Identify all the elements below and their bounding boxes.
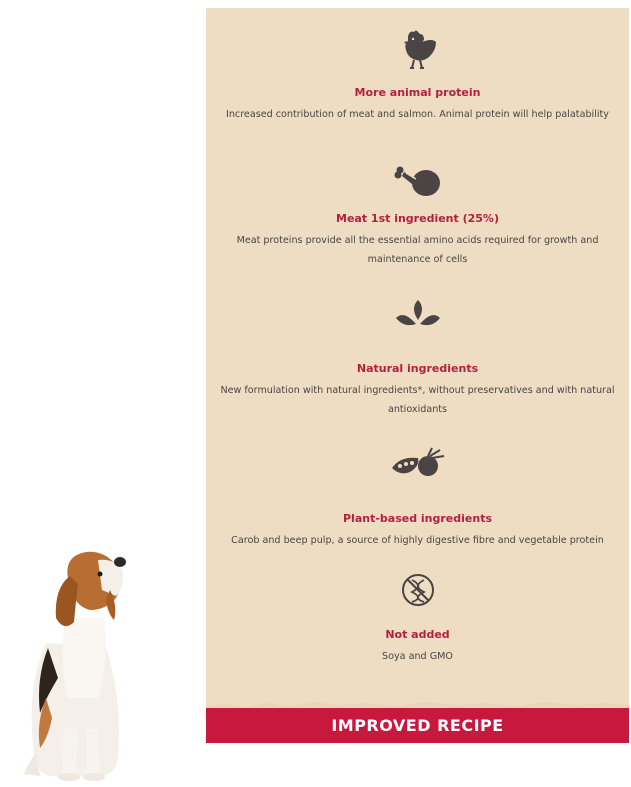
feature-description: Soya and GMO: [382, 651, 453, 662]
feature-meat-first: [206, 164, 629, 269]
feature-plant-based: [206, 446, 629, 550]
leaves-icon: [394, 298, 442, 330]
improved-recipe-banner: [206, 708, 629, 743]
banner-label: IMPROVED RECIPE: [331, 716, 504, 735]
feature-title: More animal protein: [354, 86, 481, 99]
feature-description: Increased contribution of meat and salmon. Animal protein will help palatability: [226, 109, 609, 120]
feature-description: Meat proteins provide all the essential amino acids required for growth and maintenance of cells: [236, 235, 599, 265]
feature-description: New formulation with natural ingredients*, without preservatives and with natural antioxidants: [220, 385, 615, 415]
vegetables-icon: [390, 446, 446, 480]
feature-title: Not added: [385, 628, 450, 641]
feature-animal-protein: [206, 28, 629, 124]
drumstick-icon: [394, 164, 442, 198]
feature-description: Carob and beep pulp, a source of highly digestive fibre and vegetable protein: [231, 535, 604, 546]
no-gmo-icon: [400, 572, 436, 608]
feature-title: Natural ingredients: [356, 362, 479, 375]
feature-natural: [206, 298, 629, 419]
feature-title: Meat 1st ingredient (25%): [336, 212, 499, 225]
beagle-dog-image: [6, 548, 156, 783]
chicken-icon: [398, 28, 438, 70]
feature-title: Plant-based ingredients: [342, 512, 493, 525]
features-panel: [206, 8, 629, 743]
feature-not-added: [206, 572, 629, 666]
